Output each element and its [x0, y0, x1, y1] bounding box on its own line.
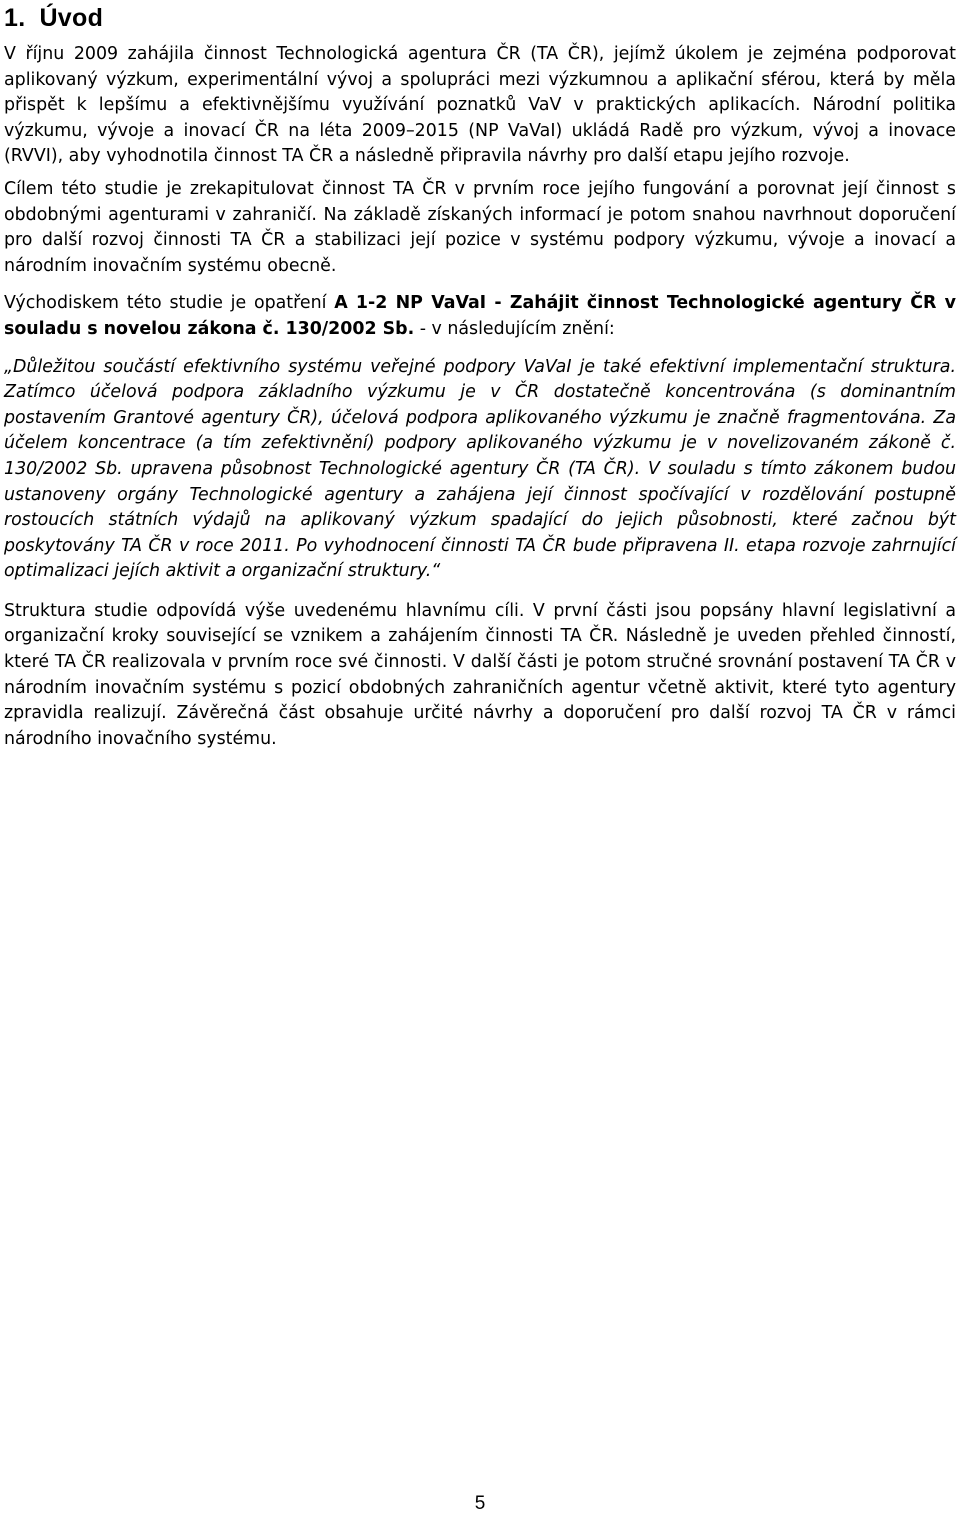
paragraph-goal: Cílem této studie je zrekapitulovat činnost TA ČR v prvním roce jejího fungování a porovnat její činnost s obdobnými agenturami v zahraničí. Na základě získaných informací je potom snahou navrhnout doporučení pro další rozvoj činnosti TA ČR a stabilizaci její pozice v systému podpory výzkumu, vývoje a inovací a národním inovačním systému obecně.: [4, 178, 956, 276]
section-title: Úvod: [39, 4, 104, 32]
document-page: [4, 0, 956, 752]
paragraph-basis: [4, 291, 956, 342]
page-number: 5: [474, 1493, 486, 1514]
paragraph-intro: V říjnu 2009 zahájila činnost Technologická agentura ČR (TA ČR), jejímž úkolem je zejména podporovat aplikovaný výzkum, experimentální vývoj a spolupráci mezi výzkumnou a aplikační sférou, která by měla přispět k lepšímu a efektivnějšímu využívání poznatků VaV v praktických aplikacích. Národní politika výzkumu, vývoje a inovací ČR na léta 2009–2015 (NP VaVaI) ukládá Radě pro výzkum, vývoj a inovace (RVVI), aby vyhodnotila činnost TA ČR a následně připravila návrhy pro další etapu jejího rozvoje.: [4, 44, 956, 167]
measure-reference: A 1-2 NP VaVaI - Zahájit činnost Technologické agentury ČR v souladu s novelou zákona č. 130/2002 Sb.: [4, 293, 957, 339]
section-heading: [4, 3, 956, 33]
paragraph-basis-lead: Východiskem této studie je opatření: [4, 293, 335, 314]
paragraph-basis-tail: - v následujícím znění:: [414, 318, 615, 339]
paragraph-structure: Struktura studie odpovídá výše uvedenému hlavnímu cíli. V první části jsou popsány hlavní legislativní a organizační kroky související se vznikem a zahájením činnosti TA ČR. Následně je uveden přehled činností, které TA ČR realizovala v prvním roce své činnosti. V další části je potom stručné srovnání postavení TA ČR v národním inovačním systému s pozicí obdobných zahraničních agentur včetně aktivit, které tyto agentury zpravidla realizují. Závěrečná část obsahuje určité návrhy a doporučení pro další rozvoj TA ČR v rámci národního inovačního systému.: [4, 600, 956, 749]
section-number: 1.: [4, 4, 26, 32]
quoted-measure-text: „Důležitou součástí efektivního systému veřejné podpory VaVaI je také efektivní implementační struktura. Zatímco účelová podpora základního výzkumu je v ČR dostatečně koncentrována (s dominantním postavením Grantové agentury ČR), účelová podpora aplikovaného výzkumu je značně fragmentována. Za účelem koncentrace (a tím zefektivnění) podpory aplikovaného výzkumu je v novelizovaném zákoně č. 130/2002 Sb. upravena působnost Technologické agentury ČR (TA ČR). V souladu s tímto zákonem budou ustanoveny orgány Technologické agentury a zahájena její činnost spočívající v rozdělování postupně rostoucích státních výdajů na aplikovaný výzkum spadající do jejich působnosti, které začnou být poskytovány TA ČR v roce 2011. Po vyhodnocení činnosti TA ČR bude připravena II. etapa rozvoje zahrnující optimalizaci jejích aktivit a organizační struktury.“: [4, 356, 956, 582]
